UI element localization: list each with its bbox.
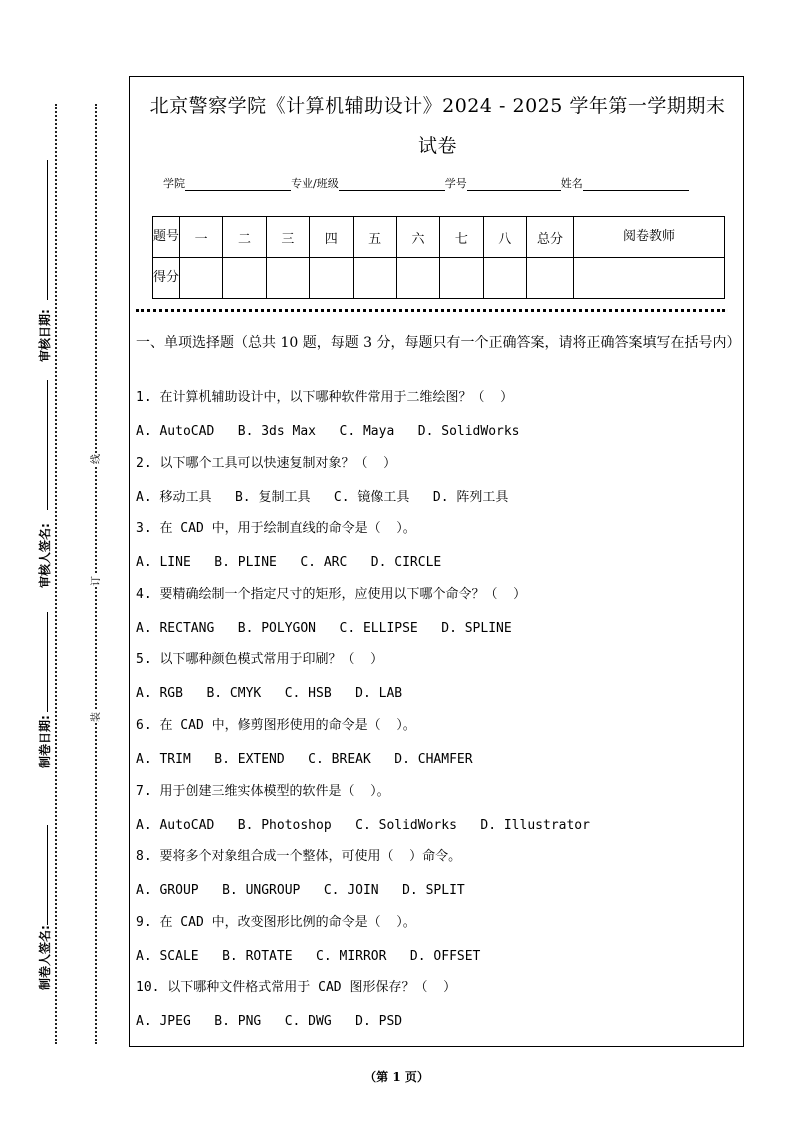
bind-fold-char: 装 <box>91 712 102 722</box>
exam-title-line2: 试卷 <box>417 135 457 157</box>
question-text: 3. 在 CAD 中，用于绘制直线的命令是（ ）。 <box>136 521 416 537</box>
score-header: 得分 <box>153 258 180 299</box>
bind-staple-char: 订 <box>91 576 102 586</box>
col-8: 八 <box>483 217 526 258</box>
score-table-header-row <box>153 217 725 258</box>
question-text: 6. 在 CAD 中，修剪图形使用的命令是（ ）。 <box>136 718 416 733</box>
question-text: 1. 在计算机辅助设计中，以下哪种软件常用于二维绘图？（ ） <box>136 390 514 405</box>
col-2: 二 <box>223 217 266 258</box>
reviewer-sign-blank-line <box>47 380 49 510</box>
section1-heading: 一、单项选择题（总共 10 题，每题 3 分，每题只有一个正确答案，请将正确答案填写在括号内） <box>136 335 741 351</box>
answer-options: A. 移动工具 B. 复制工具 C. 镜像工具 D. 阵列工具 <box>136 489 509 505</box>
student-id-field[interactable] <box>467 178 561 191</box>
col-5: 五 <box>353 217 396 258</box>
score-cell-1[interactable] <box>180 258 223 299</box>
col-4: 四 <box>310 217 353 258</box>
question-text: 10. 以下哪种文件格式常用于 CAD 图形保存？（ ） <box>136 980 457 996</box>
answer-options: A. TRIM B. EXTEND C. BREAK D. CHAMFER <box>136 752 473 767</box>
score-table-score-row <box>153 258 725 299</box>
student-info-row <box>163 175 689 191</box>
question-text: 8. 要将多个对象组合成一个整体，可使用（ ）命令。 <box>136 849 462 865</box>
page-number: （第 1 页） <box>364 1070 429 1084</box>
right-dotted-line <box>95 104 97 1044</box>
score-cell-6[interactable] <box>396 258 439 299</box>
reviewer-sign-label <box>36 523 53 588</box>
col-1: 一 <box>180 217 223 258</box>
maker-date-blank-line <box>47 612 49 712</box>
score-cell-total[interactable] <box>527 258 574 299</box>
answer-options: A. SCALE B. ROTATE C. MIRROR D. OFFSET <box>136 948 481 964</box>
student-id-label: 学号 <box>444 177 467 190</box>
bind-line-char: 线 <box>91 454 102 464</box>
name-label: 姓名 <box>560 177 583 190</box>
col-7: 七 <box>440 217 483 258</box>
maker-sign-label <box>36 925 53 990</box>
reviewer-sign-text: 审核人签名: <box>38 523 52 588</box>
left-dotted-line <box>55 104 57 1044</box>
maker-sign-text: 制卷人签名: <box>38 925 52 990</box>
dotted-separator <box>136 309 725 312</box>
col-grader: 阅卷教师 <box>574 217 725 258</box>
question-text: 5. 以下哪种颜色模式常用于印刷？（ ） <box>136 652 384 668</box>
maker-sign-blank-line <box>47 825 49 925</box>
name-field[interactable] <box>583 178 689 191</box>
review-date-label <box>36 306 53 362</box>
question-text: 4. 要精确绘制一个指定尺寸的矩形，应使用以下哪个命令？（ ） <box>136 586 527 602</box>
college-field[interactable] <box>185 178 291 191</box>
answer-options: A. RGB B. CMYK C. HSB D. LAB <box>136 686 403 702</box>
question-text: 9. 在 CAD 中，改变图形比例的命令是（ ）。 <box>136 914 416 930</box>
answer-options: A. RECTANG B. POLYGON C. ELLIPSE D. SPLINE <box>136 620 512 636</box>
col-3: 三 <box>266 217 309 258</box>
score-cell-5[interactable] <box>353 258 396 299</box>
col-total: 总分 <box>527 217 574 258</box>
score-cell-grader[interactable] <box>574 258 725 299</box>
answer-options: A. GROUP B. UNGROUP C. JOIN D. SPLIT <box>136 883 465 899</box>
question-text: 7. 用于创建三维实体模型的软件是（ ）。 <box>136 783 390 799</box>
major-field[interactable] <box>339 178 445 191</box>
score-cell-3[interactable] <box>266 258 309 299</box>
exam-paper <box>129 76 744 1047</box>
review-date-blank-line <box>47 160 49 300</box>
answer-options: A. AutoCAD B. 3ds Max C. Maya D. SolidWorks <box>136 424 520 439</box>
answer-options: A. JPEG B. PNG C. DWG D. PSD <box>136 1014 403 1030</box>
question-number-header: 题号 <box>153 217 180 258</box>
score-table <box>152 216 725 299</box>
score-cell-7[interactable] <box>440 258 483 299</box>
answer-options: A. LINE B. PLINE C. ARC D. CIRCLE <box>136 555 442 571</box>
review-date-text: 审核日期: <box>38 309 52 362</box>
col-6: 六 <box>396 217 439 258</box>
exam-title-line1: 北京警察学院《计算机辅助设计》2024 - 2025 学年第一学期期末 <box>149 95 726 117</box>
maker-date-text: 制卷日期: <box>38 715 52 768</box>
binding-margin <box>0 0 125 1122</box>
question-text: 2. 以下哪个工具可以快速复制对象？（ ） <box>136 455 397 471</box>
score-cell-4[interactable] <box>310 258 353 299</box>
maker-date-label <box>36 715 53 768</box>
answer-options: A. AutoCAD B. Photoshop C. SolidWorks D. Illustrator <box>136 817 590 833</box>
major-label: 专业/班级 <box>291 177 339 190</box>
score-cell-8[interactable] <box>483 258 526 299</box>
score-cell-2[interactable] <box>223 258 266 299</box>
college-label: 学院 <box>163 177 185 190</box>
